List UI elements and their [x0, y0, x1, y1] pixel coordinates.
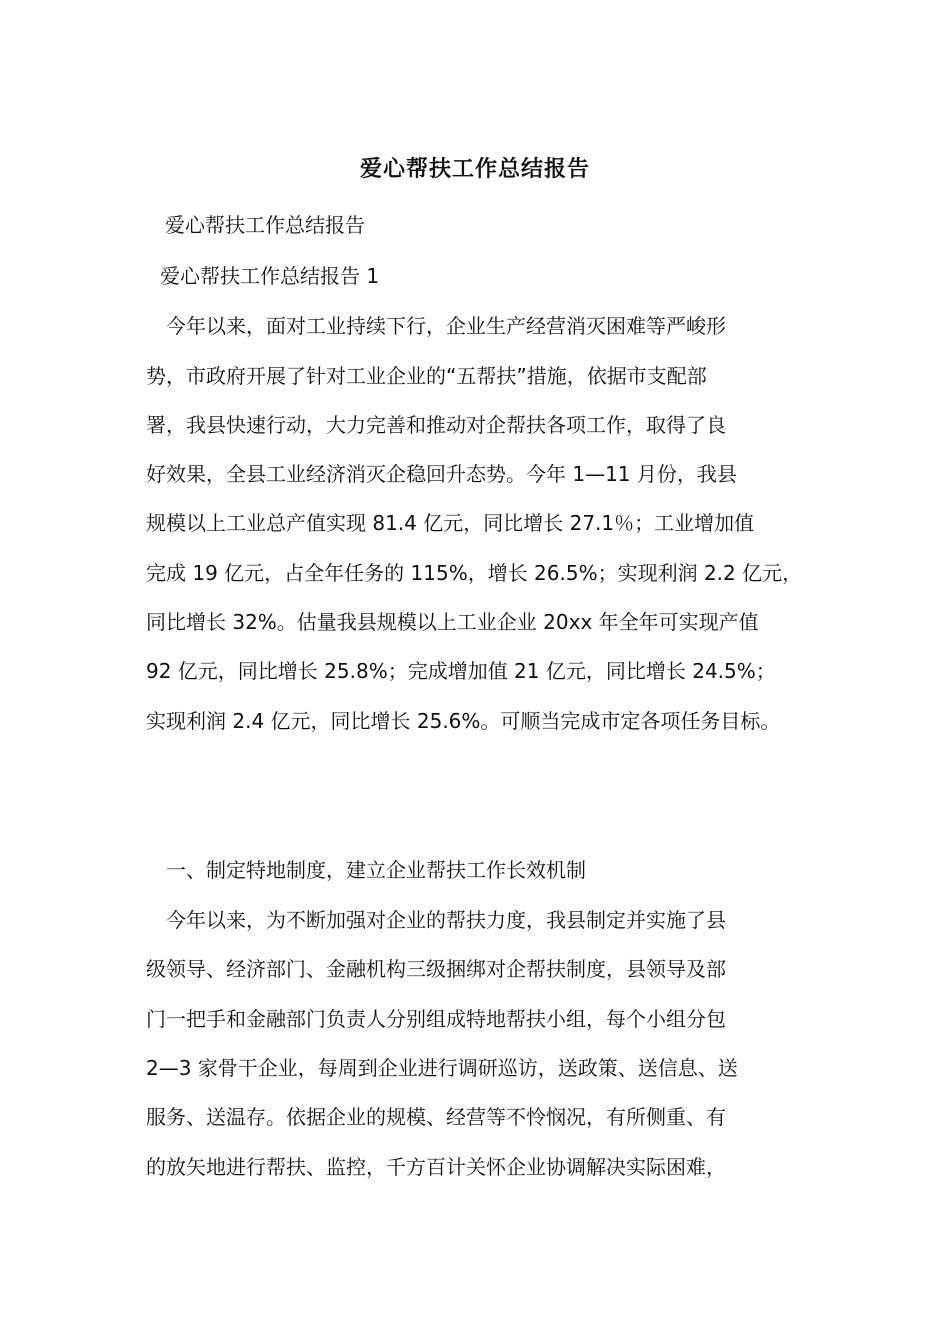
- paragraph2-line-2: 级领导、经济部门、金融机构三级捆绑对企帮扶制度，县领导及部: [146, 957, 726, 981]
- document-subtitle: 爱心帮扶工作总结报告: [165, 213, 365, 237]
- paragraph1-line-8: 92 亿元，同比增长 25.8%；完成增加值 21 亿元，同比增长 24.5%；: [146, 659, 776, 683]
- paragraph1-line-7: 同比增长 32%。估量我县规模以上工业企业 20xx 年全年可实现产值: [146, 610, 759, 634]
- paragraph2-line-3: 门一把手和金融部门负责人分别组成特地帮扶小组，每个小组分包: [146, 1007, 726, 1031]
- paragraph1-line-4: 好效果，全县工业经济消灭企稳回升态势。今年 1—11 月份，我县: [146, 462, 737, 486]
- paragraph1-line-3: 署，我县快速行动，大力完善和推动对企帮扶各项工作，取得了良: [146, 413, 726, 437]
- paragraph2-line-4: 2—3 家骨干企业，每周到企业进行调研巡访，送政策、送信息、送: [146, 1056, 738, 1080]
- paragraph2-line-1: 今年以来，为不断加强对企业的帮扶力度，我县制定并实施了县: [166, 908, 726, 932]
- paragraph1-line-6: 完成 19 亿元，占全年任务的 115%，增长 26.5%；实现利润 2.2 亿元，: [146, 561, 803, 585]
- document-title: 爱心帮扶工作总结报告: [359, 157, 590, 182]
- paragraph2-line-6: 的放矢地进行帮扶、监控，千方百计关怀企业协调解决实际困难，: [146, 1155, 726, 1179]
- paragraph1-line-1: 今年以来，面对工业持续下行，企业生产经营消灭困难等严峻形: [166, 314, 726, 338]
- paragraph1-line-9: 实现利润 2.4 亿元，同比增长 25.6%。可顺当完成市定各项任务目标。: [146, 709, 781, 733]
- paragraph1-line-5: 规模以上工业总产值实现 81.4 亿元，同比增长 27.1％；工业增加值: [146, 511, 755, 535]
- section-heading-1: 一、制定特地制度，建立企业帮扶工作长效机制: [166, 858, 586, 882]
- paragraph1-line-2: 势，市政府开展了针对工业企业的“五帮扶”措施，依据市支配部: [146, 364, 707, 388]
- paragraph2-line-5: 服务、送温存。依据企业的规模、经营等不怜悯况，有所侧重、有: [146, 1105, 726, 1129]
- section-title: 爱心帮扶工作总结报告 1: [160, 264, 380, 288]
